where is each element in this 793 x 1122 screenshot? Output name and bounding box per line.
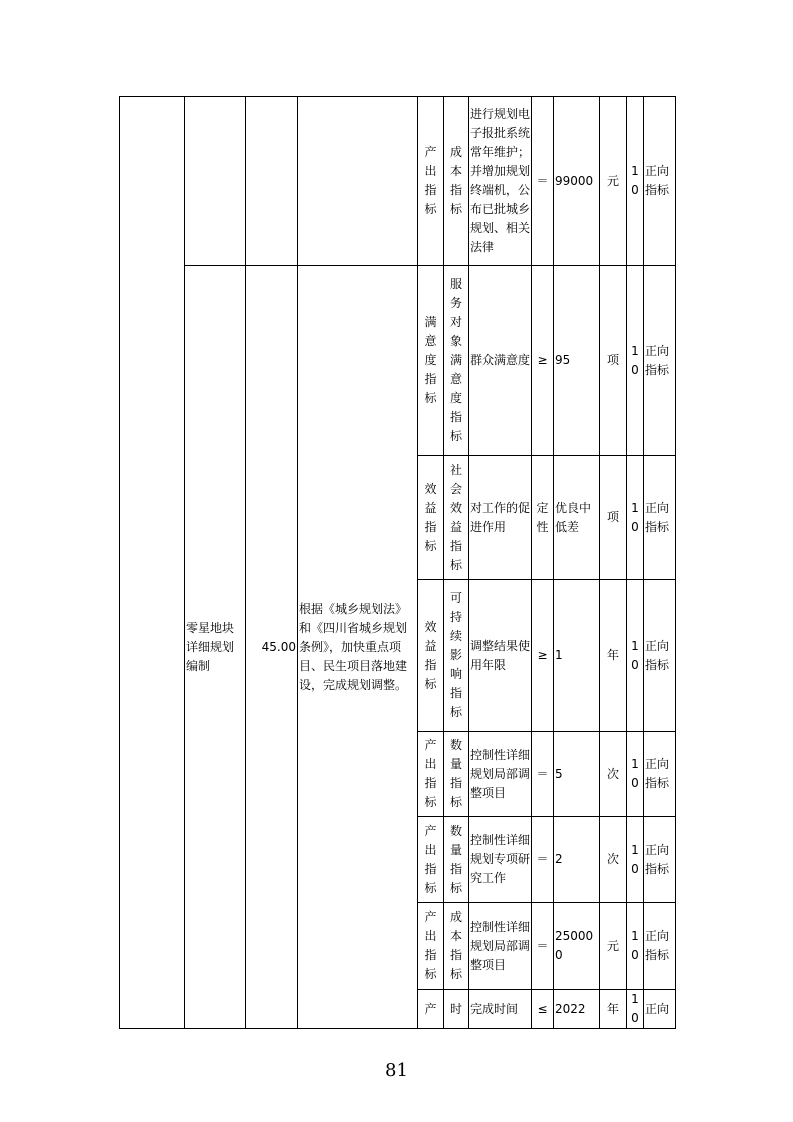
direction-cell: 正向指标 — [644, 580, 676, 732]
performance-indicator-table — [119, 96, 676, 1029]
target-value-cell: 5 — [554, 732, 600, 817]
table-row — [120, 266, 676, 456]
target-value-cell: 2 — [554, 817, 600, 903]
level1-indicator-cell: 效益指标 — [418, 456, 444, 580]
level2-indicator-cell: 社会效益指标 — [444, 456, 469, 580]
indicator-name-cell: 控制性详细规划局部调整项目 — [469, 903, 532, 990]
operator-cell: ≥ — [532, 266, 554, 456]
unit-cell: 年 — [600, 580, 627, 732]
level2-indicator-cell: 数量指标 — [444, 732, 469, 817]
project-name-cell: 零星地块详细规划编制 — [185, 266, 246, 1029]
blank-cell — [246, 97, 298, 266]
indicator-name-cell: 进行规划电子报批系统常年维护；并增加规划终端机，公布已批城乡规划、相关法律 — [469, 97, 532, 266]
direction-cell: 正向指标 — [644, 817, 676, 903]
level2-indicator-cell: 成本指标 — [444, 903, 469, 990]
level2-indicator-cell: 服务对象满意度指标 — [444, 266, 469, 456]
score-cell: 10 — [627, 990, 644, 1029]
unit-cell: 项 — [600, 266, 627, 456]
unit-cell: 项 — [600, 456, 627, 580]
score-cell: 10 — [627, 903, 644, 990]
indicator-name-cell: 控制性详细规划局部调整项目 — [469, 732, 532, 817]
level2-indicator-cell: 成本指标 — [444, 97, 469, 266]
operator-cell: ≤ — [532, 990, 554, 1029]
score-cell: 10 — [627, 266, 644, 456]
unit-cell: 元 — [600, 97, 627, 266]
blank-cell — [185, 97, 246, 266]
level2-indicator-cell: 可持续影响指标 — [444, 580, 469, 732]
blank-cell — [298, 97, 418, 266]
table-row — [120, 97, 676, 266]
operator-cell: ＝ — [532, 817, 554, 903]
page-number: 81 — [385, 1060, 408, 1081]
project-amount-cell: 45.00 — [246, 266, 298, 1029]
direction-cell: 正向指标 — [644, 456, 676, 580]
level2-indicator-cell: 时 — [444, 990, 469, 1029]
target-value-cell: 1 — [554, 580, 600, 732]
operator-cell: ＝ — [532, 732, 554, 817]
score-cell: 10 — [627, 97, 644, 266]
direction-cell: 正向指标 — [644, 97, 676, 266]
level1-indicator-cell: 产出指标 — [418, 817, 444, 903]
target-value-cell: 2022 — [554, 990, 600, 1029]
indicator-name-cell: 调整结果使用年限 — [469, 580, 532, 732]
level1-indicator-cell: 满意度指标 — [418, 266, 444, 456]
direction-cell: 正向 — [644, 990, 676, 1029]
direction-cell: 正向指标 — [644, 903, 676, 990]
unit-cell: 次 — [600, 732, 627, 817]
direction-cell: 正向指标 — [644, 266, 676, 456]
indicator-name-cell: 对工作的促进作用 — [469, 456, 532, 580]
project-goal-cell: 根据《城乡规划法》和《四川省城乡规划条例》，加快重点项目、民生项目落地建设，完成规划调整。 — [298, 266, 418, 1029]
level1-indicator-cell: 产 — [418, 990, 444, 1029]
score-cell: 10 — [627, 817, 644, 903]
indicator-name-cell: 控制性详细规划专项研究工作 — [469, 817, 532, 903]
level1-indicator-cell: 产出指标 — [418, 732, 444, 817]
indicator-name-cell: 群众满意度 — [469, 266, 532, 456]
score-cell: 10 — [627, 580, 644, 732]
unit-cell: 次 — [600, 817, 627, 903]
operator-cell: ≥ — [532, 580, 554, 732]
operator-cell: ＝ — [532, 903, 554, 990]
blank-cell — [120, 97, 185, 1029]
target-value-cell: 250000 — [554, 903, 600, 990]
operator-cell: ＝ — [532, 97, 554, 266]
level1-indicator-cell: 效益指标 — [418, 580, 444, 732]
level2-indicator-cell: 数量指标 — [444, 817, 469, 903]
level1-indicator-cell: 产出指标 — [418, 97, 444, 266]
score-cell: 10 — [627, 456, 644, 580]
indicator-table-container — [119, 96, 676, 1029]
target-value-cell: 优良中低差 — [554, 456, 600, 580]
unit-cell: 元 — [600, 903, 627, 990]
target-value-cell: 95 — [554, 266, 600, 456]
target-value-cell: 99000 — [554, 97, 600, 266]
unit-cell: 年 — [600, 990, 627, 1029]
indicator-name-cell: 完成时间 — [469, 990, 532, 1029]
direction-cell: 正向指标 — [644, 732, 676, 817]
level1-indicator-cell: 产出指标 — [418, 903, 444, 990]
score-cell: 10 — [627, 732, 644, 817]
operator-cell: 定性 — [532, 456, 554, 580]
